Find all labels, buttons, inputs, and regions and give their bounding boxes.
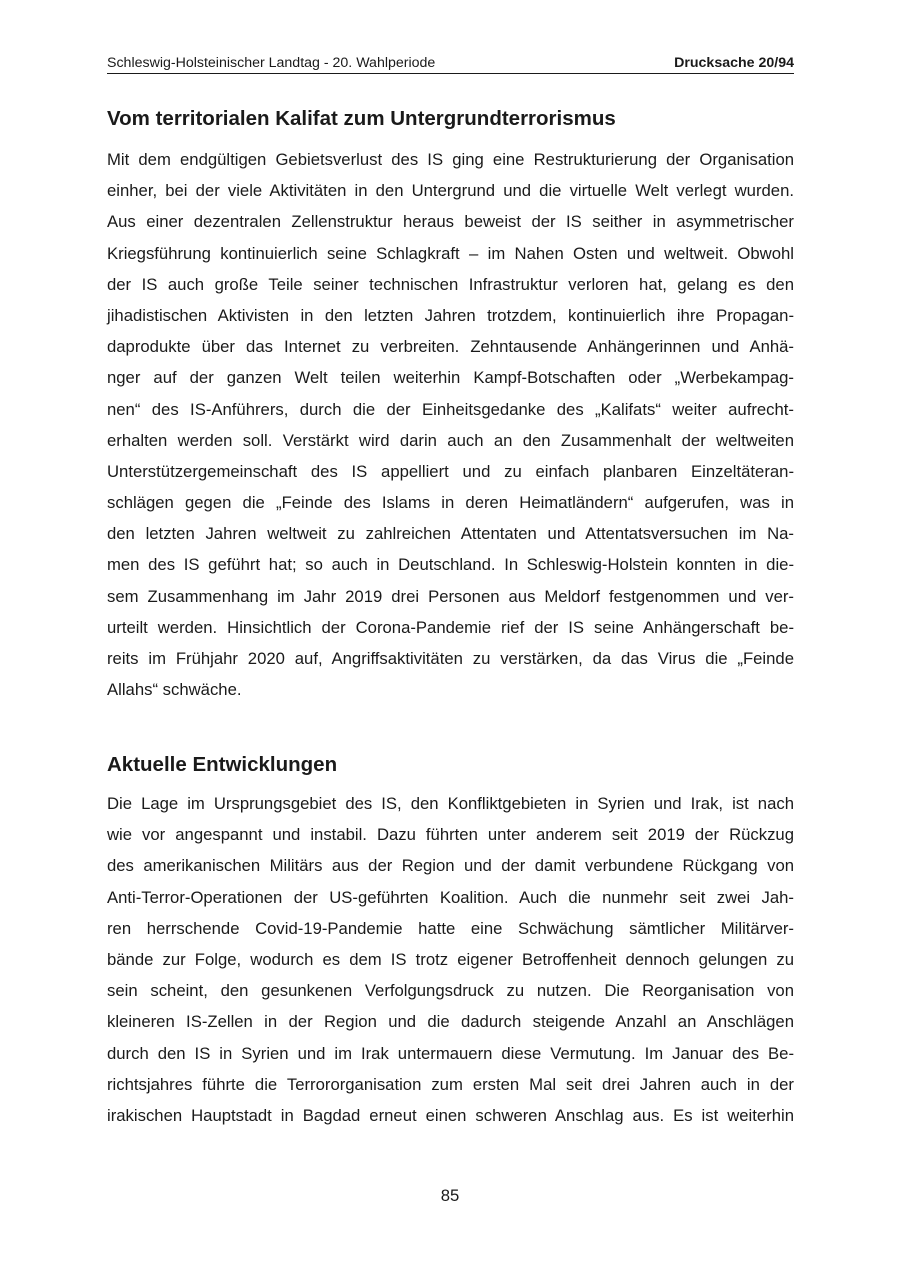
text-line: Unterstützergemeinschaft des IS appelliert und zu einfach planbaren Einzeltäteran- (107, 461, 794, 481)
text-line: durch den IS in Syrien und im Irak untermauern diese Vermutung. Im Januar des Be- (107, 1043, 794, 1063)
text-line: sein scheint, den gesunkenen Verfolgungsdruck zu nutzen. Die Reorganisation von (107, 981, 794, 1001)
text-line: Allahs“ schwäche. (107, 680, 242, 700)
page-number: 85 (440, 1186, 460, 1205)
section-heading-entwicklungen: Aktuelle Entwicklungen (107, 753, 338, 776)
text-line: Mit dem endgültigen Gebietsverlust des IS ging eine Restrukturierung der Organisation (107, 150, 794, 169)
text-line: Aus einer dezentralen Zellenstruktur heraus beweist der IS seither in asymmetrischer (107, 212, 794, 232)
document-number: Drucksache 20/94 (674, 55, 794, 71)
text-line: ren herrschende Covid-19-Pandemie hatte eine Schwächung sämtlicher Militärver- (107, 918, 794, 938)
text-line: richtsjahres führte die Terrororganisation zum ersten Mal seit drei Jahren auch in der (107, 1074, 794, 1094)
text-line: des amerikanischen Militärs aus der Region und der damit verbundene Rückgang von (107, 856, 794, 876)
section-body-kalifat (107, 144, 794, 705)
text-line: wie vor angespannt und instabil. Dazu führten unter anderem seit 2019 der Rückzug (107, 825, 794, 845)
text-line: Anti-Terror-Operationen der US-geführten Koalition. Auch die nunmehr seit zwei Jah- (107, 887, 794, 907)
text-line: schlägen gegen die „Feinde des Islams in deren Heimatländern“ aufgerufen, was in (107, 493, 794, 513)
header-title: Schleswig-Holsteinischer Landtag - 20. Wahlperiode (107, 55, 436, 71)
text-line: Kriegsführung kontinuierlich seine Schlagkraft – im Nahen Osten und weltweit. Obwohl (107, 243, 794, 263)
text-line: den letzten Jahren weltweit zu zahlreichen Attentaten und Attentatsversuchen im Na- (107, 524, 794, 544)
section-body-entwicklungen (107, 788, 794, 1131)
text-line: nger auf der ganzen Welt teilen weiterhin Kampf-Botschaften oder „Werbekampag- (107, 368, 794, 388)
text-line: nen“ des IS-Anführers, durch die der Einheitsgedanke des „Kalifats“ weiter aufrecht- (107, 399, 794, 419)
text-line: kleineren IS-Zellen in der Region und die dadurch steigende Anzahl an Anschlägen (107, 1012, 794, 1032)
text-line: Die Lage im Ursprungsgebiet des IS, den Konfliktgebieten in Syrien und Irak, ist nach (107, 794, 794, 813)
text-line: jihadistischen Aktivisten in den letzten Jahren trotzdem, kontinuierlich ihre Propagan- (107, 305, 794, 325)
text-line: der IS auch große Teile seiner technischen Infrastruktur verloren hat, gelang es den (107, 274, 794, 294)
text-line: bände zur Folge, wodurch es dem IS trotz eigener Betroffenheit dennoch gelungen zu (107, 949, 794, 969)
text-line: erhalten werden soll. Verstärkt wird darin auch an den Zusammenhalt der weltweiten (107, 430, 794, 450)
text-line: einher, bei der viele Aktivitäten in den Untergrund und die virtuelle Welt verlegt wurden. (107, 181, 794, 201)
section-heading-kalifat: Vom territorialen Kalifat zum Untergrundterrorismus (107, 107, 616, 130)
text-line: men des IS geführt hat; so auch in Deutschland. In Schleswig-Holstein konnten in die- (107, 555, 794, 575)
page-header (107, 53, 794, 74)
text-line: urteilt werden. Hinsichtlich der Corona-Pandemie rief der IS seine Anhängerschaft be- (107, 617, 794, 637)
text-line: reits im Frühjahr 2020 auf, Angriffsaktivitäten zu verstärken, da das Virus die „Feinde (107, 649, 794, 668)
text-line: irakischen Hauptstadt in Bagdad erneut einen schweren Anschlag aus. Es ist weiterhin (107, 1105, 794, 1125)
text-line: daprodukte über das Internet zu verbreiten. Zehntausende Anhängerinnen und Anhä- (107, 337, 794, 357)
text-line: sem Zusammenhang im Jahr 2019 drei Personen aus Meldorf festgenommen und ver- (107, 586, 794, 606)
